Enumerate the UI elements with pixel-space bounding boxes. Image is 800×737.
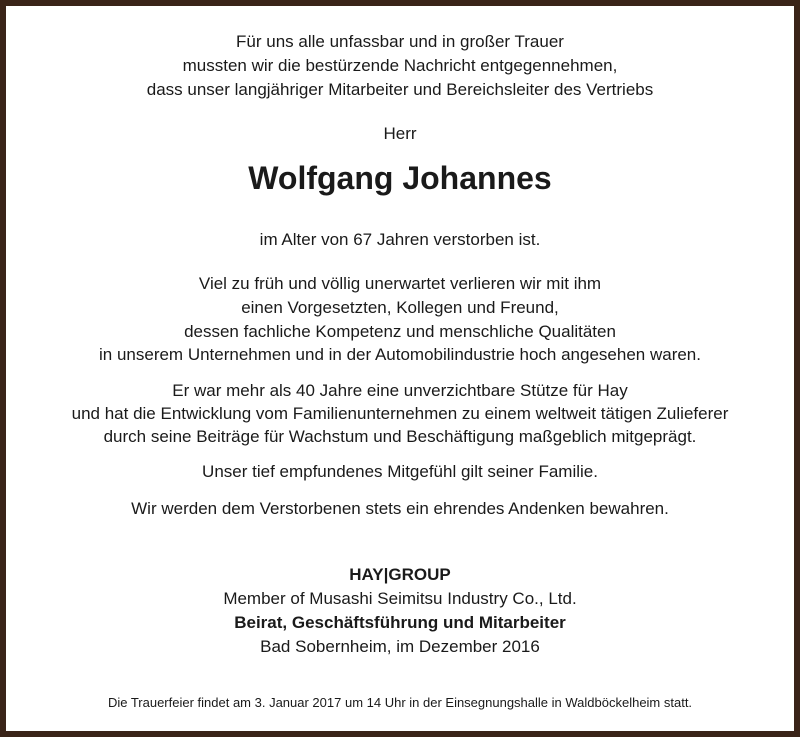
memory-line: Wir werden dem Verstorbenen stets ein ehrendes Andenken bewahren. [131,499,669,518]
paragraph1-line-4: in unserem Unternehmen und in der Automobilindustrie hoch angesehen waren. [99,345,701,364]
paragraph2-line-1: Er war mehr als 40 Jahre eine unverzichtbare Stütze für Hay [172,381,628,400]
paragraph1-line-2: einen Vorgesetzten, Kollegen und Freund, [241,298,559,317]
company-name: HAY|GROUP [349,565,451,584]
funeral-note: Die Trauerfeier findet am 3. Januar 2017 um 14 Uhr in der Einsegnungshalle in Waldböckelheim statt. [107,695,693,710]
paragraph1-line-3: dessen fachliche Kompetenz und menschliche Qualitäten [184,322,616,341]
deceased-name: Wolfgang Johannes [248,160,552,196]
company-member-line: Member of Musashi Seimitsu Industry Co., Ltd. [223,589,577,608]
intro-line-3: dass unser langjähriger Mitarbeiter und Bereichsleiter des Vertriebs [146,80,654,99]
paragraph2-line-2: und hat die Entwicklung vom Familienunternehmen zu einem weltweit tätigen Zulieferer [71,404,729,423]
intro-line-2: mussten wir die bestürzende Nachricht entgegennehmen, [182,56,618,75]
board-line: Beirat, Geschäftsführung und Mitarbeiter [234,613,566,632]
place-date-line: Bad Sobernheim, im Dezember 2016 [260,637,540,656]
salutation: Herr [383,124,417,143]
paragraph2-line-3: durch seine Beiträge für Wachstum und Beschäftigung maßgeblich mitgeprägt. [103,427,697,446]
paragraph1-line-1: Viel zu früh und völlig unerwartet verlieren wir mit ihm [198,274,602,293]
age-line: im Alter von 67 Jahren verstorben ist. [259,230,541,249]
intro-line-1: Für uns alle unfassbar und in großer Trauer [236,32,564,51]
condolence-line: Unser tief empfundenes Mitgefühl gilt seiner Familie. [202,462,598,481]
